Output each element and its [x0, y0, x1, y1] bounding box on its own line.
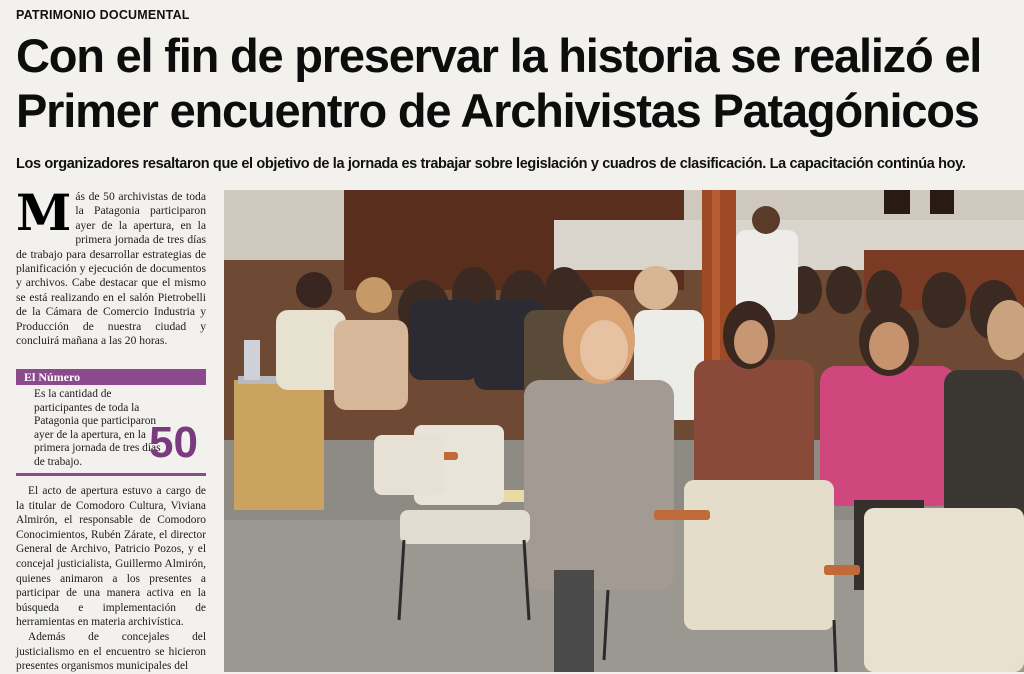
body-column: [16, 484, 206, 674]
lead-paragraph: [16, 183, 206, 348]
subheadline: Los organizadores resaltaron que el objetivo de la jornada es trabajar sobre legislación y cuadros de clasificación. La capacitación continúa hoy.: [16, 156, 966, 172]
number-box-value: 50: [149, 418, 198, 467]
lead-column: [16, 183, 206, 348]
drop-cap: M: [16, 183, 72, 242]
event-photo: [224, 190, 1024, 672]
event-photo-illustration: [224, 190, 1024, 672]
body-paragraph-1: El acto de apertura estuvo a cargo de la titular de Comodoro Cultura, Viviana Almirón, el responsable de Comodoro Conocimientos, Rubén Zárate, el director General de Archivo, Patricio Pozos, y el concejal justicialista, Guillermo Almirón, quienes animaron a los presentes a participar de una manera activa en la búsqueda e implementación de herramientas en materia archivística.: [16, 485, 206, 629]
body-paragraph-2: Además de concejales del justicialismo en el encuentro se hicieron presentes organismos municipales del: [16, 630, 206, 673]
number-box-text: Es la cantidad de participantes de toda la Patagonia que participaron ayer de la apertura, en la primera jornada de tres días de trabajo.: [34, 388, 161, 468]
section-label: PATRIMONIO DOCUMENTAL: [16, 8, 190, 22]
lead-text: ás de 50 archivistas de toda la Patagonia participaron ayer de la apertura, en la primera jornada de tres días de trabajo para desarrollar estrategias de planificación y ejecución de documentos y archivos. Cabe destacar que el mismo se está realizando en el salón Pietrobelli de la Cámara de Comercio Industria y Producción de nuestra ciudad y concluirá mañana a las 20 horas.: [16, 190, 206, 348]
number-box-title: El Número: [16, 369, 206, 385]
number-box: [16, 386, 206, 476]
headline: Con el fin de preservar la historia se realizó el Primer encuentro de Archivistas Patagónicos: [16, 29, 982, 137]
